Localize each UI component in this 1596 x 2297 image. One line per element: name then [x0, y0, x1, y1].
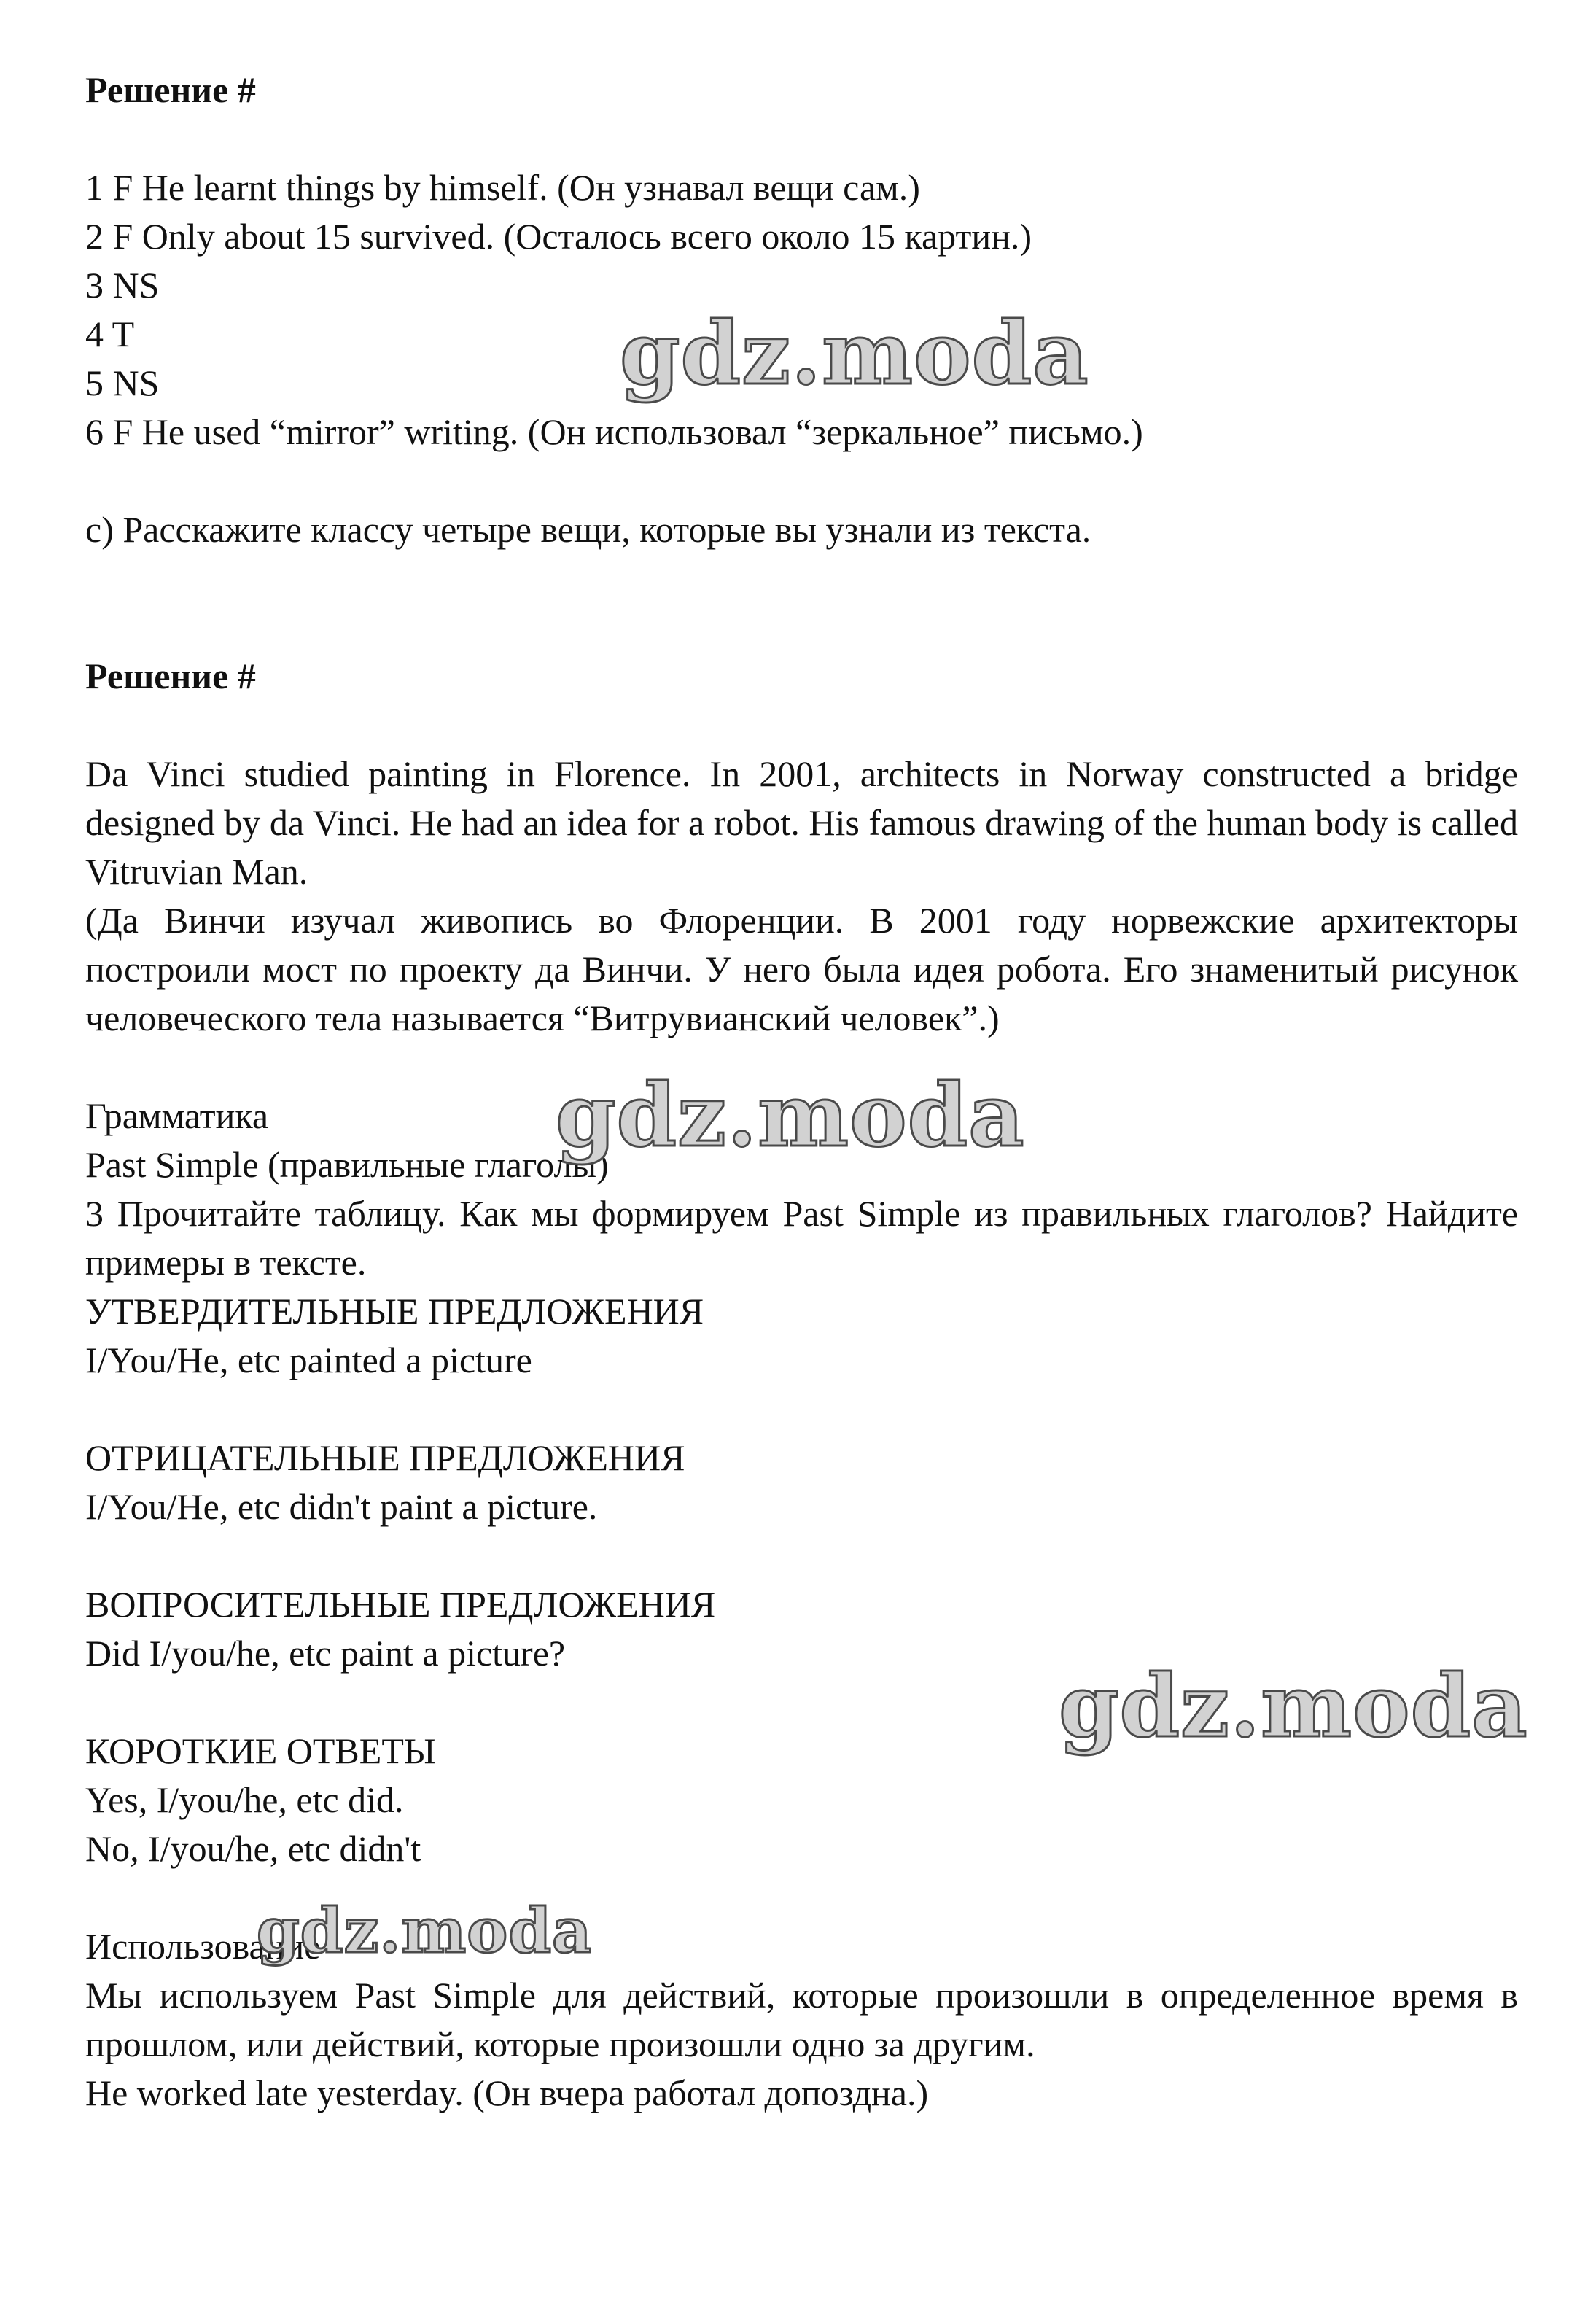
solution-heading-1: Решение # [85, 69, 256, 110]
negative-example: I/You/He, etc didn't paint a picture. [85, 1486, 598, 1527]
watermark-logo: gdz.moda [620, 303, 1089, 404]
russian-paragraph: (Да Винчи изучал живопись во Флоренции. В 2001 году норвежские архитекторы построили мост по проекту да Винчи. У него была идея робота. Его знаменитый рисунок человеческого тела называется “Витрувианский человек”.) [85, 900, 1518, 1038]
answer-1: 1 F He learnt things by himself. (Он узнавал вещи сам.) [85, 167, 920, 208]
answer-6: 6 F He used “mirror” writing. (Он использовал “зеркальное” письмо.) [85, 411, 1143, 452]
question-example: Did I/you/he, etc paint a picture? [85, 1633, 566, 1674]
usage-example: He worked late yesterday. (Он вчера работал допоздна.) [85, 2072, 929, 2113]
watermark-logo: gdz.moda [556, 1065, 1025, 1166]
english-paragraph: Da Vinci studied painting in Florence. In 2001, architects in Norway constructed a bridge designed by da Vinci. He had an idea for a robot. His famous drawing of the human body is called Vitruvian Man. [85, 753, 1518, 892]
grammar-subtitle: Past Simple (правильные глаголы) [85, 1144, 609, 1185]
short-answer-yes: Yes, I/you/he, etc did. [85, 1779, 404, 1820]
answer-5: 5 NS [85, 362, 160, 403]
answer-3: 3 NS [85, 265, 160, 306]
task-3: 3 Прочитайте таблицу. Как мы формируем Past Simple из правильных глаголов? Найдите примеры в тексте. [85, 1193, 1518, 1283]
usage-text: Мы используем Past Simple для действий, которые произошли в определенное время в прошлом, или действий, которые произошли одно за другим. [85, 1975, 1518, 2064]
answer-4: 4 T [85, 314, 135, 354]
affirmative-label: УТВЕРДИТЕЛЬНЫЕ ПРЕДЛОЖЕНИЯ [85, 1291, 704, 1332]
affirmative-example: I/You/He, etc painted a picture [85, 1340, 532, 1380]
answer-2: 2 F Only about 15 survived. (Осталось всего около 15 картин.) [85, 216, 1032, 257]
negative-label: ОТРИЦАТЕЛЬНЫЕ ПРЕДЛОЖЕНИЯ [85, 1437, 685, 1478]
task-c: c) Расскажите классу четыре вещи, которые вы узнали из текста. [85, 509, 1091, 550]
solution-heading-2: Решение # [85, 656, 256, 696]
watermark-logo: gdz.moda [1059, 1655, 1528, 1757]
watermark-logo: gdz.moda [257, 1894, 593, 1967]
question-label: ВОПРОСИТЕЛЬНЫЕ ПРЕДЛОЖЕНИЯ [85, 1584, 716, 1625]
short-answer-no: No, I/you/he, etc didn't [85, 1828, 421, 1869]
usage-label: Использование [85, 1926, 321, 1967]
grammar-title: Грамматика [85, 1095, 269, 1136]
short-answers-label: КОРОТКИЕ ОТВЕТЫ [85, 1730, 436, 1771]
